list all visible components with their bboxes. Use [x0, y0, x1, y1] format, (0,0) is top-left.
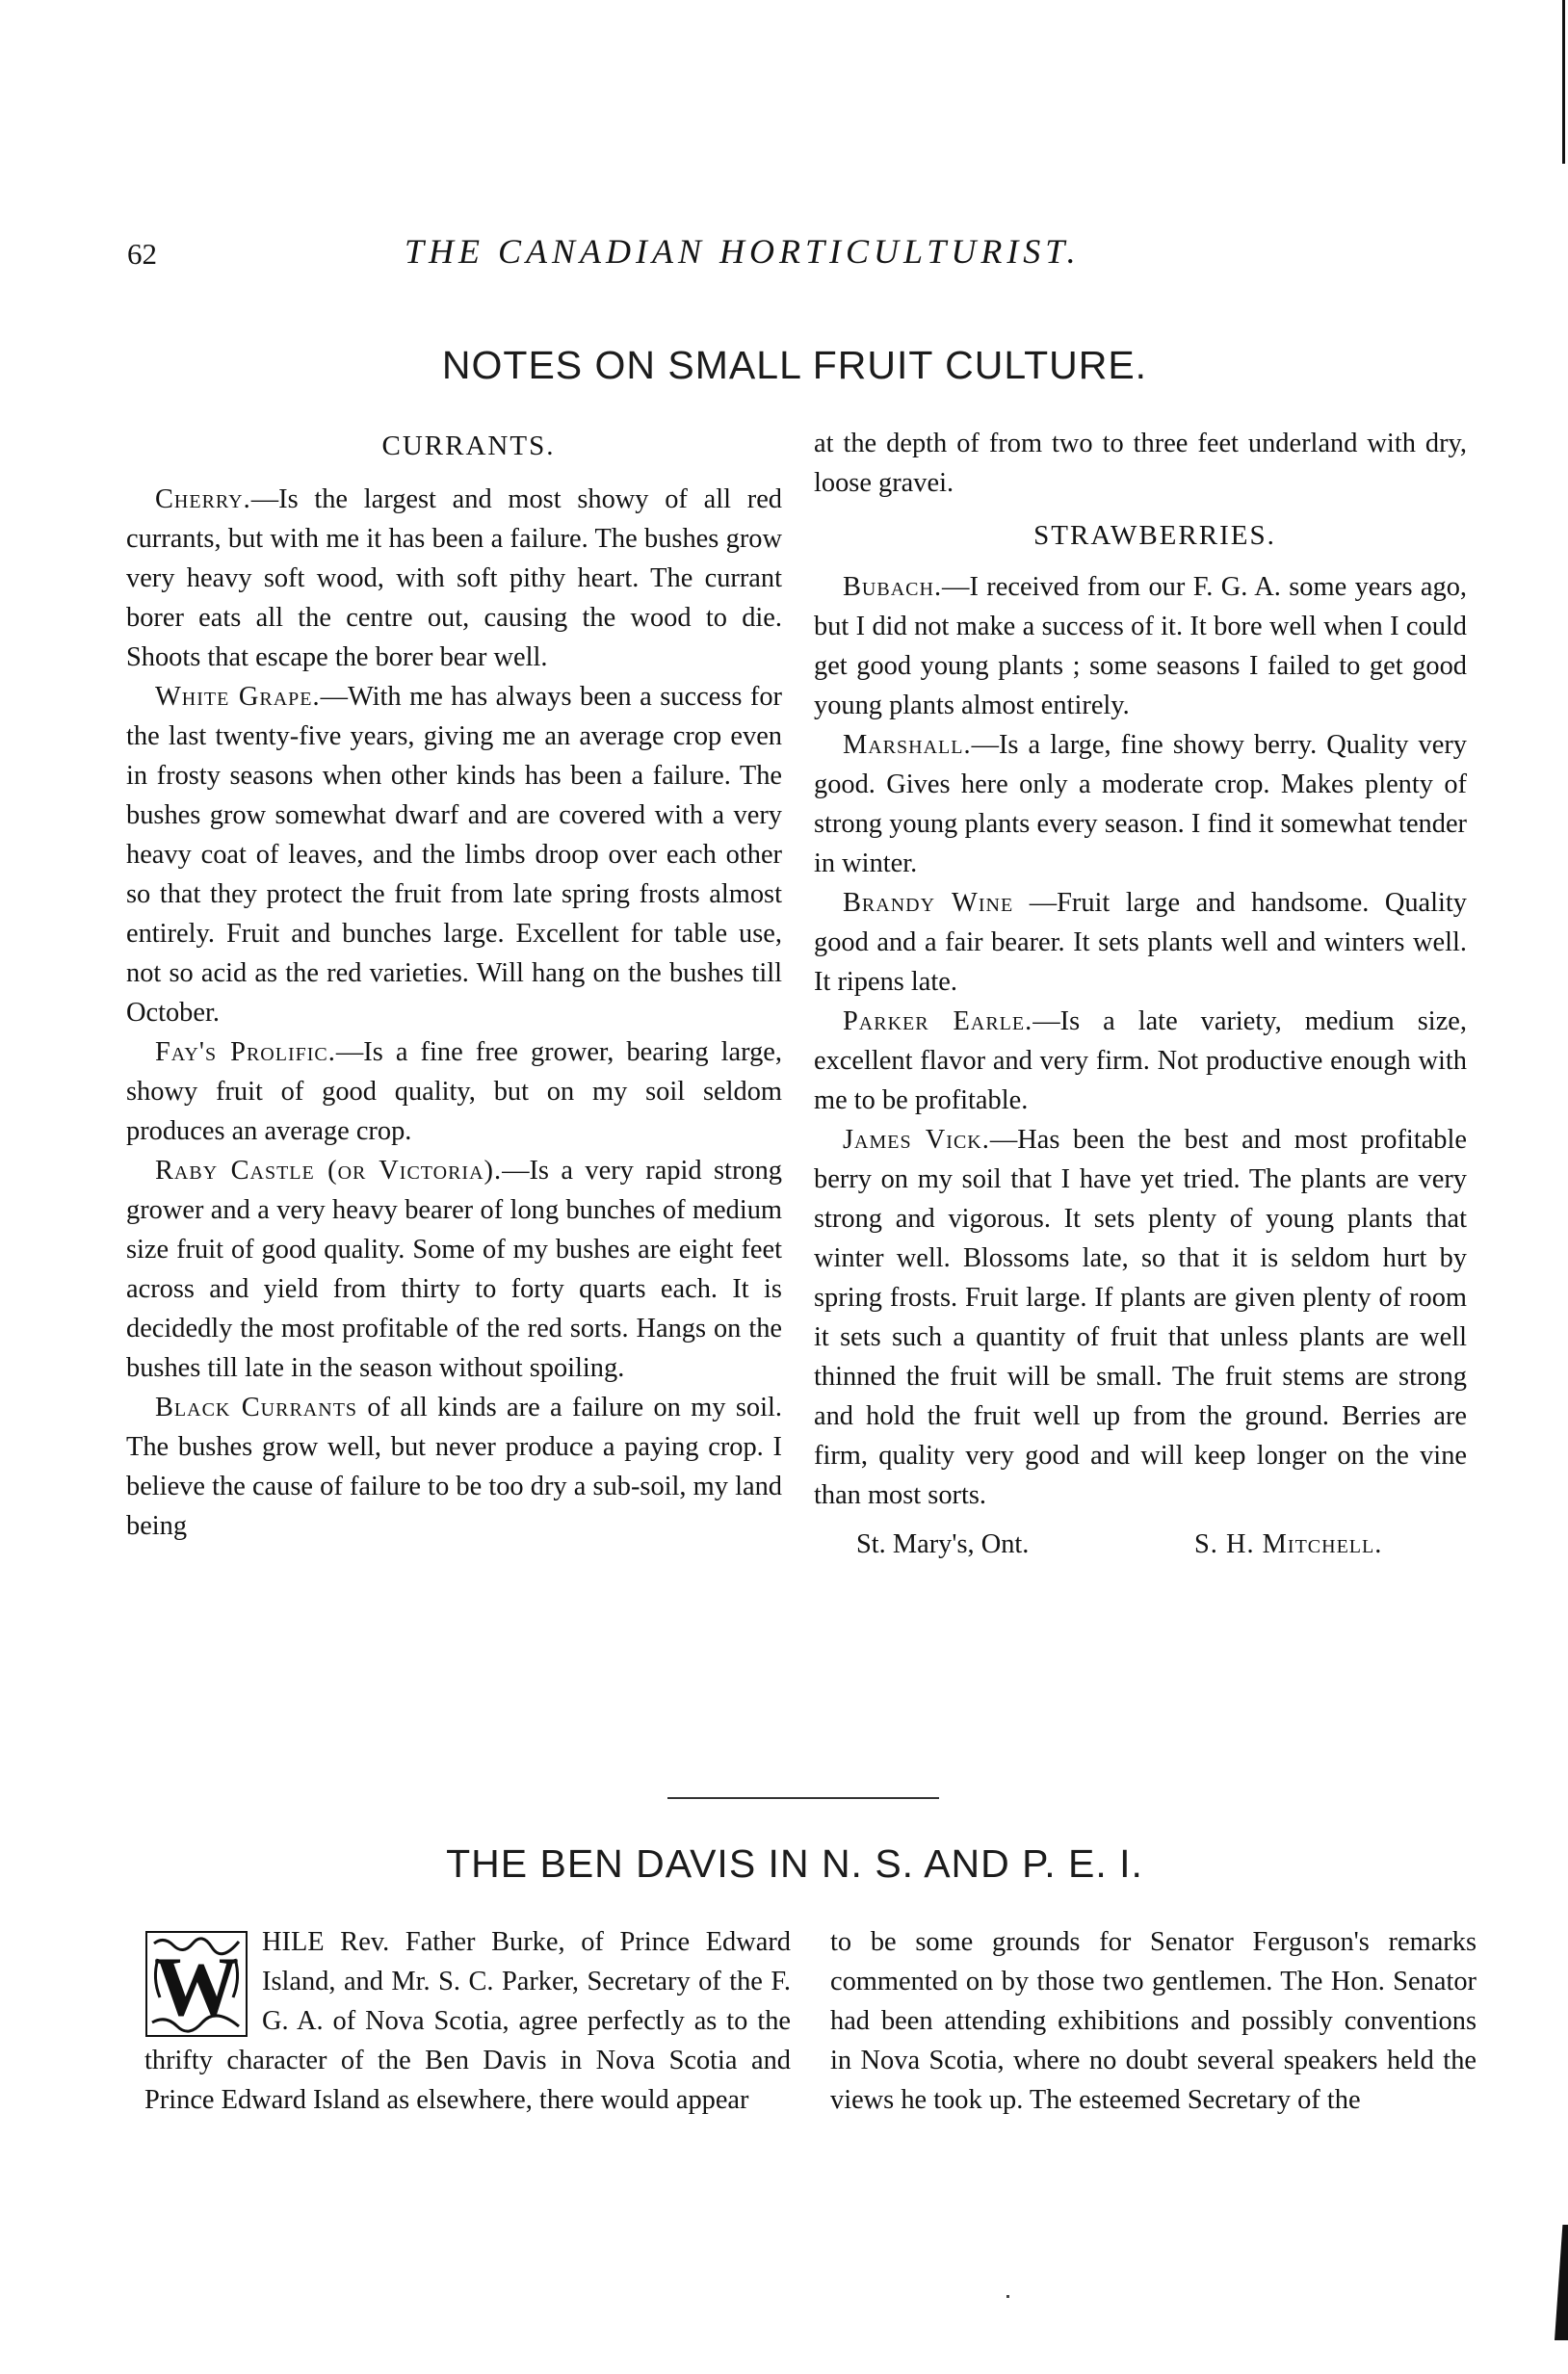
paragraph-text: —I received from our F. G. A. some years ago, but I did not make a success of it. It bore well when I could get good young plants ; some seasons I failed to get good young plants almost entirely. [814, 572, 1467, 720]
paragraph-text: —Is a fine free grower, bearing large, showy fruit of good quality, but on my soil seldom produces an average crop. [126, 1037, 782, 1146]
paragraph-ben-davis-continued: to be some grounds for Senator Ferguson's remarks commented on by those two gentlemen. The Hon. Senator had been attending exhibitions and possibly conventions in Nova Scotia, where no doubt several speakers held the views he took up. The esteemed Secretary of the [830, 1927, 1477, 2115]
variety-name: Parker Earle. [843, 1006, 1033, 1036]
variety-name: Fay's Prolific. [155, 1037, 336, 1067]
variety-name: Black Currants [155, 1393, 358, 1422]
drop-cap [144, 1930, 248, 2038]
paragraph-white-grape [126, 677, 782, 1032]
paragraph-fays-prolific [126, 1032, 782, 1151]
page-number: 62 [127, 237, 157, 271]
column-right-article2 [830, 1922, 1477, 2120]
article-title: NOTES ON SMALL FRUIT CULTURE. [441, 343, 1148, 387]
variety-name: Raby Castle (or Victoria). [155, 1156, 503, 1186]
running-head [0, 227, 1568, 285]
paragraph-brandy-wine [814, 883, 1467, 1002]
paragraph-text: —Has been the best and most profitable berry on my soil that I have yet tried. The plants are very strong and vigorous. It sets plenty of young plants that winter well. Blossoms late, so that it is seldom hurt by spring frosts. Fruit large. If plants are given plenty of room it sets such a quantity of fruit that unless plants are well thinned the fruit will be small. The fruit stems are strong and hold the fruit well up from the ground. Berries are firm, quality very good and will keep longer on the vine than most sorts. [814, 1125, 1467, 1510]
paragraph-text: —With me has always been a success for the last twenty-five years, giving me an average crop even in frosty seasons when other kinds has been a failure. The bushes grow somewhat dwarf and are covered with a very heavy coat of leaves, and the limbs droop over each other so that they protect the fruit from late spring frosts almost entirely. Fruit and bunches large. Excellent for table use, not so acid as the red varieties. Will hang on the bushes till October. [126, 682, 783, 1028]
section-divider [667, 1797, 939, 1799]
paragraph-parker-earle [814, 1002, 1467, 1120]
paragraph-text: —Is a late variety, medium size, excellent flavor and very firm. Not productive enough with me to be profitable. [814, 1006, 1467, 1115]
paragraph-cherry [126, 480, 782, 677]
variety-name: Marshall. [843, 730, 972, 760]
drop-cap-ornament [144, 1930, 248, 2038]
paragraph-text: of all kinds are a failure on my soil. The bushes grow well, but never produce a paying crop. I believe the cause of failure to be too dry a sub-soil, my land being [126, 1393, 782, 1541]
paragraph-bubach [814, 567, 1467, 725]
paragraph-black-currants [126, 1388, 782, 1546]
print-speck [1006, 2295, 1009, 2298]
signature-author: S. H. Mitchell. [1194, 1529, 1383, 1559]
paragraph-ben-davis-start: HILE Rev. Father Burke, of Prince Edward Island, and Mr. S. C. Parker, Secretary of the F. G. A. of Nova Scotia, agree perfectly as to the thrifty character of the Ben Davis in Nova Scotia and Prince Edward Island as elsewhere, there would appear [144, 1927, 791, 2115]
paragraph-james-vick [814, 1120, 1467, 1515]
drop-cap-letter: W [154, 1941, 239, 2034]
signature-place: St. Mary's, Ont. [856, 1529, 1030, 1559]
variety-name: Brandy Wine [843, 888, 1014, 918]
column-left [126, 427, 782, 1546]
scan-edge-mark-top [1562, 0, 1565, 164]
variety-name: Bubach. [843, 572, 943, 602]
column-right [814, 424, 1467, 1564]
variety-name: White Grape. [155, 682, 321, 712]
paragraph-text: —Fruit large and handsome. Quality good and a fair bearer. It sets plants well and winters well. It ripens late. [814, 888, 1467, 997]
section-heading-currants: CURRANTS. [381, 430, 556, 461]
column-left-article2 [144, 1922, 791, 2120]
journal-title: THE CANADIAN HORTICULTURIST. [405, 232, 1081, 271]
variety-name: James Vick. [843, 1125, 990, 1155]
variety-name: Cherry. [155, 484, 251, 514]
section-heading-strawberries: STRAWBERRIES. [1033, 520, 1276, 551]
scan-edge-mark-bottom [1555, 2225, 1568, 2340]
paragraph-text: —Is the largest and most showy of all red currants, but with me it has been a failure. The bushes grow very heavy soft wood, with soft pithy heart. The currant borer eats all the centre out, causing the wood to die. Shoots that escape the borer bear well. [126, 484, 782, 672]
paragraph-text: —Is a very rapid strong grower and a very heavy bearer of long bunches of medium size fruit of good quality. Some of my bushes are eight feet across and yield from thirty to forty quarts each. It is decidedly the most profitable of the red sorts. Hangs on the bushes till late in the season without spoiling. [126, 1156, 782, 1383]
paragraph-marshall [814, 725, 1467, 883]
paragraph-raby-castle [126, 1151, 782, 1388]
signature [814, 1525, 1467, 1564]
article-title-ben-davis: THE BEN DAVIS IN N. S. AND P. E. I. [446, 1841, 1143, 1886]
paragraph-text: —Is a large, fine showy berry. Quality very good. Gives here only a moderate crop. Makes plenty of strong young plants every season. I find it somewhat tender in winter. [814, 730, 1467, 878]
paragraph-continuation: at the depth of from two to three feet underland with dry, loose gravei. [814, 429, 1467, 498]
